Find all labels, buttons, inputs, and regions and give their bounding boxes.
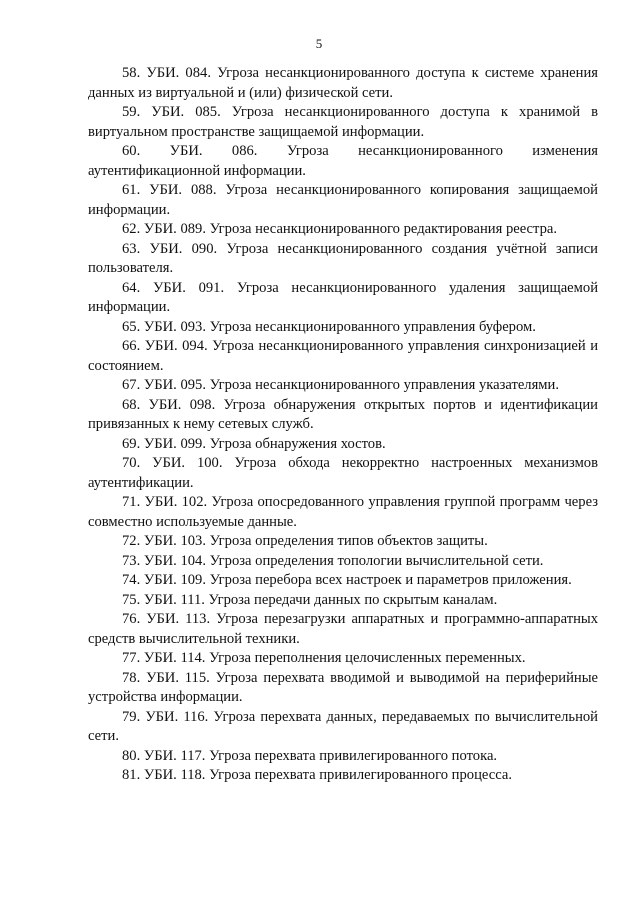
list-item: 63. УБИ. 090. Угроза несанкционированного создания учётной записи пользователя. (88, 240, 598, 276)
list-item: 80. УБИ. 117. Угроза перехвата привилегированного потока. (122, 747, 498, 764)
list-item: 76. УБИ. 113. Угроза перезагрузки аппаратных и программно-аппаратных средств вычислительной техники. (88, 611, 598, 647)
list-item: 75. УБИ. 111. Угроза передачи данных по скрытым каналам. (122, 591, 498, 608)
list-item: 65. УБИ. 093. Угроза несанкционированного управления буфером. (122, 318, 536, 335)
list-item: 72. УБИ. 103. Угроза определения типов объектов защиты. (122, 533, 488, 549)
list-item: 69. УБИ. 099. Угроза обнаружения хостов. (122, 435, 386, 452)
list-item: 68. УБИ. 098. Угроза обнаружения открытых портов и идентификации привязанных к нему сетевых служб. (88, 396, 598, 432)
list-item: 78. УБИ. 115. Угроза перехвата вводимой и выводимой на периферийные устройства информации. (88, 669, 598, 705)
list-item: 79. УБИ. 116. Угроза перехвата данных, передаваемых по вычислительной сети. (88, 708, 598, 744)
list-item: 70. УБИ. 100. Угроза обхода некорректно настроенных механизмов аутентификации. (88, 455, 598, 491)
list-item: 81. УБИ. 118. Угроза перехвата привилегированного процесса. (122, 767, 512, 783)
list-item: 71. УБИ. 102. Угроза опосредованного управления группой программ через совместно используемые данные. (88, 494, 598, 530)
list-item: 73. УБИ. 104. Угроза определения топологии вычислительной сети. (122, 552, 544, 569)
threat-list (88, 64, 598, 786)
list-item: 67. УБИ. 095. Угроза несанкционированного управления указателями. (122, 377, 559, 393)
list-item: 62. УБИ. 089. Угроза несанкционированного редактирования реестра. (122, 221, 558, 237)
list-item: 74. УБИ. 109. Угроза перебора всех настроек и параметров приложения. (122, 572, 572, 588)
list-item: 60. УБИ. 086. Угроза несанкционированного изменения аутентификационной информации. (88, 143, 598, 179)
list-item: 59. УБИ. 085. Угроза несанкционированного доступа к хранимой в виртуальном пространстве защищаемой информации. (88, 104, 598, 140)
page-number: 5 (315, 36, 323, 51)
list-item: 64. УБИ. 091. Угроза несанкционированного удаления защищаемой информации. (88, 279, 598, 315)
list-item: 58. УБИ. 084. Угроза несанкционированного доступа к системе хранения данных из виртуальной и (или) физической сети. (88, 65, 598, 101)
list-item: 61. УБИ. 088. Угроза несанкционированного копирования защищаемой информации. (88, 182, 598, 218)
list-item: 77. УБИ. 114. Угроза переполнения целочисленных переменных. (122, 650, 526, 666)
list-item: 66. УБИ. 094. Угроза несанкционированного управления синхронизацией и состоянием. (88, 338, 598, 374)
